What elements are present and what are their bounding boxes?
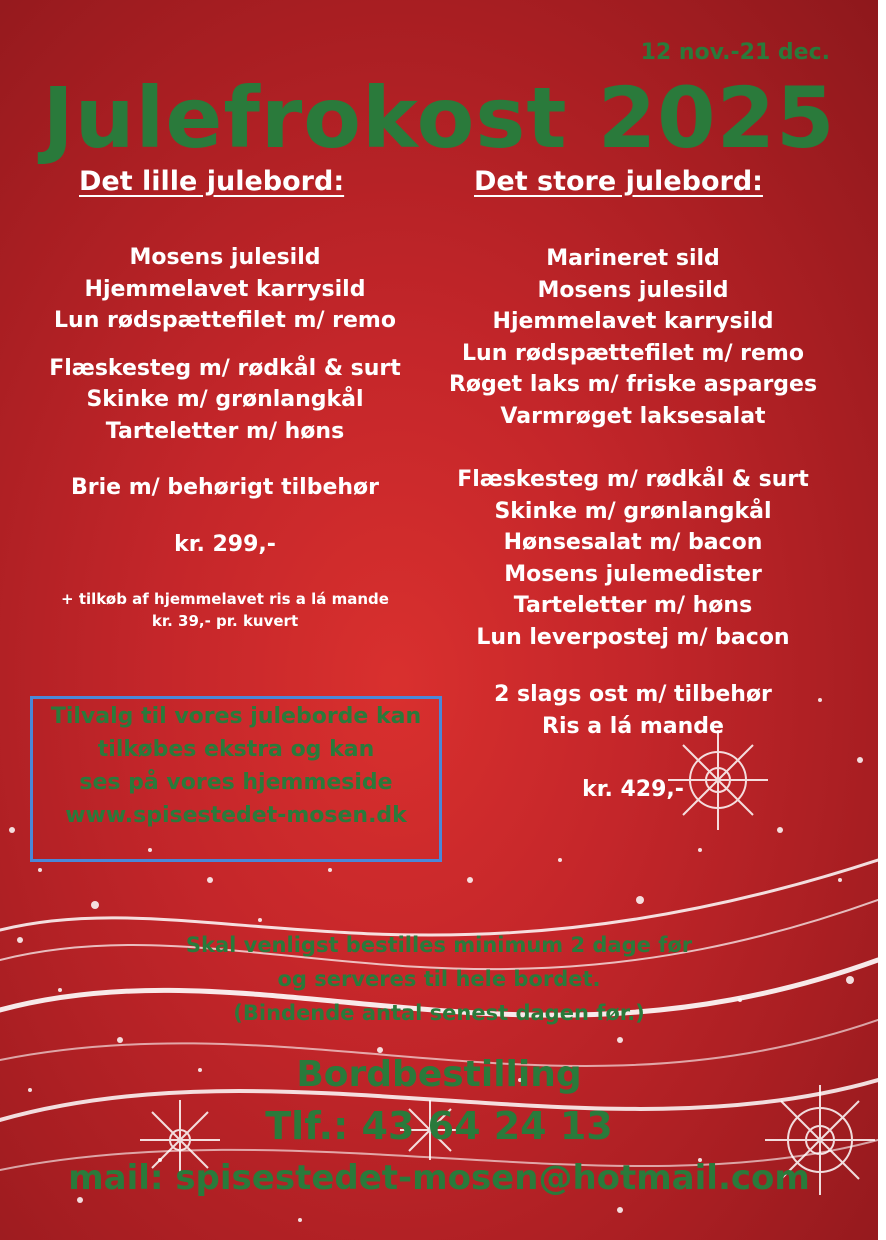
small-board-price: kr. 299,- [174,531,276,557]
large-board-price: kr. 429,- [582,777,684,802]
menu-item: Skinke m/ grønlangkål [86,387,364,412]
menu-item: Ris a lá mande [542,713,724,739]
large-board-heading: Det store julebord: [474,166,763,197]
booking-heading: Bordbestilling [296,1054,582,1095]
menu-item: 2 slags ost m/ tilbehør [494,682,772,707]
menu-item: Flæskesteg m/ rødkål & surt [457,467,809,492]
booking-email[interactable]: mail: spisestedet-mosen@hotmail.com [68,1158,810,1198]
menu-item: Marineret sild [546,246,720,271]
menu-item: Hønsesalat m/ bacon [503,530,763,555]
menu-item: Røget laks m/ friske asparges [448,372,818,397]
menu-item: Hjemmelavet karrysild [492,309,774,334]
small-board-menu [20,242,430,632]
extras-line: tilkøbes ekstra og kan [97,737,375,762]
order-note-line: (Bindende antal senest dagen før.) [233,1001,645,1025]
menu-item: Varmrøget laksesalat [500,403,766,429]
date-range: 12 nov.-21 dec. [640,40,830,65]
menu-item: Lun rødspættefilet m/ remo [54,308,396,333]
extras-text [30,700,442,832]
menu-item: Mosens julemedister [504,561,762,587]
menu-item: Lun rødspættefilet m/ remo [462,340,804,366]
extras-line: Tilvalg til vores juleborde kan [50,704,422,729]
menu-item: Brie m/ behørigt tilbehør [70,475,379,500]
menu-item: Tarteletter m/ høns [105,418,345,444]
addon-price: kr. 39,- pr. kuvert [151,612,299,630]
large-board-menu [428,243,838,806]
menu-item: Flæskesteg m/ rødkål & surt [49,355,401,381]
menu-item: Skinke m/ grønlangkål [494,498,772,524]
menu-item: Mosens julesild [129,245,321,270]
extras-line: ses på vores hjemmeside [79,770,393,795]
order-note [0,928,878,1030]
page-title: Julefrokost 2025 [42,69,836,167]
order-note-line: Skal venligst bestilles minimum 2 dage før [185,933,693,957]
menu-item: Tarteletter m/ høns [513,593,753,618]
menu-item: Hjemmelavet karrysild [84,276,366,302]
addon-line: + tilkøb af hjemmelavet ris a lá mande [61,590,389,608]
booking-phone[interactable]: Tlf.: 43 64 24 13 [265,1104,613,1148]
menu-item: Lun leverpostej m/ bacon [476,624,790,650]
order-note-line: og serveres til hele bordet. [277,967,601,991]
page-margin [878,0,886,1240]
menu-item: Mosens julesild [537,277,729,303]
small-board-heading: Det lille julebord: [79,166,345,197]
website-link[interactable]: www.spisestedet-mosen.dk [65,803,407,828]
